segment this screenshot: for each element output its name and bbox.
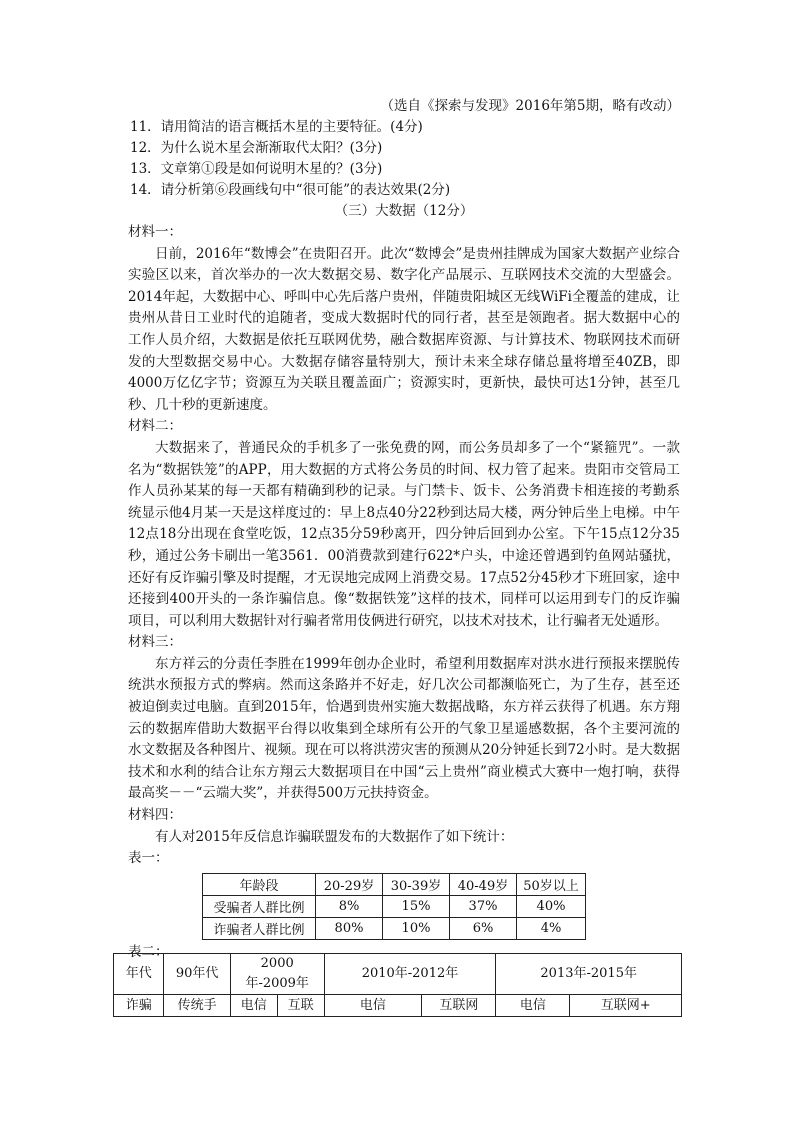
- material-2-text: 大数据来了，普通民众的手机多了一张免费的网，而公务员却多了一个“紧箍咒”。一款名为“数据铁笼”的APP，用大数据的方式将公务员的时间、权力管了起来。贵阳市交管局工作人员孙某某的每一天都有精确到秒的记录。与门禁卡、饭卡、公务消费卡相连接的考勤系统显示他4月某一天是这样度过的：早上8点40分22秒到达局大楼，两分钟后坐上电梯。中午12点18分出现在食堂吃饭，12点35分59秒离开，四分钟后回到办公室。下午15点12分35秒，通过公务卡刷出一笔3561．00消费款到建行622*户头，中途还曾遇到钓鱼网站骚扰，还好有反诈骗引擎及时提醒，才无误地完成网上消费交易。17点52分45秒才下班回家，途中还接到400开头的一条诈骗信息。像“数据铁笼”这样的技术，同样可以运用到专门的反诈骗项目，可以利用大数据针对行骗者常用伎俩进行研究，以技术对技术，让行骗者无处遁形。: [128, 439, 680, 629]
- table-row: [203, 895, 586, 917]
- material-3-label: 材料三：: [128, 634, 182, 651]
- table-cell: 受骗者人群比例: [203, 895, 316, 917]
- table-cell: 互联网+: [570, 995, 682, 1017]
- table-cell: 2010年-2012年: [324, 954, 496, 995]
- question-11: 11．请用简洁的语言概括木星的主要特征。(4分): [130, 119, 423, 135]
- table-cell: 电信: [230, 995, 277, 1017]
- material-1-text: 日前，2016年“数博会”在贵阳召开。此次“数博会”是贵州挂牌成为国家大数据产业综合实验区以来，首次举办的一次大数据交易、数字化产品展示、互联网技术交流的大型盛会。2014年起，大数据中心、呼叫中心先后落户贵州，伴随贵阳城区无线WiFi全覆盖的建成，让贵州从昔日工业时代的追随者，变成大数据时代的同行者，甚至是领跑者。据大数据中心的工作人员介绍，大数据是依托互联网优势，融合数据库资源、与计算技术、物联网技术而研发的大型数据交易中心。大数据存储容量特别大，预计未来全球存储总量将增至40ZB，即4000万亿亿字节；资源互为关联且覆盖面广；资源实时，更新快，最快可达1分钟，甚至几秒、几十秒的更新速度。: [128, 245, 680, 413]
- table-row: [203, 873, 586, 895]
- material-1-label: 材料一：: [128, 224, 182, 240]
- table-row: [114, 954, 682, 995]
- table-cell: 30-39岁: [383, 873, 450, 895]
- table-cell: 4%: [517, 917, 586, 939]
- table-cell: 电信: [496, 995, 570, 1017]
- table-cell: 2000年-2009年: [230, 954, 324, 995]
- material-4-label: 材料四：: [128, 807, 182, 824]
- table-cell: 80%: [316, 917, 383, 939]
- material-4-text: 有人对2015年反信息诈骗联盟发布的大数据作了如下统计：: [155, 828, 514, 845]
- table-cell: 年代: [114, 954, 164, 995]
- question-13: 13．文章第①段是如何说明木星的？(3分): [130, 161, 383, 177]
- table-cell: 2013年-2015年: [496, 954, 682, 995]
- table-1-label: 表一：: [128, 850, 169, 867]
- table-cell: 50岁以上: [517, 873, 586, 895]
- table-cell: 电信: [324, 995, 422, 1017]
- section-title: （三）大数据（12分）: [334, 203, 474, 219]
- table-cell: 互联: [277, 995, 324, 1017]
- document-page: [128, 96, 680, 963]
- table-cell: 15%: [383, 895, 450, 917]
- table-row: [203, 917, 586, 939]
- table-cell: 8%: [316, 895, 383, 917]
- table-cell: 诈骗: [114, 995, 164, 1017]
- table-cell: 传统手: [164, 995, 230, 1017]
- table-cell: 互联网: [422, 995, 496, 1017]
- table-cell: 37%: [450, 895, 517, 917]
- table-cell: 年龄段: [203, 873, 316, 895]
- table-2: [113, 953, 682, 1017]
- table-cell: 20-29岁: [316, 873, 383, 895]
- source-note: （选自《探索与发现》2016年第5期，略有改动）: [380, 98, 680, 114]
- table-1: [202, 873, 586, 940]
- question-12: 12．为什么说木星会渐渐取代太阳？(3分): [130, 140, 383, 156]
- question-14: 14．请分析第⑥段画线句中“很可能”的表达效果(2分): [130, 182, 451, 198]
- table-cell: 40-49岁: [450, 873, 517, 895]
- table-cell: 诈骗者人群比例: [203, 917, 316, 939]
- table-cell: 6%: [450, 917, 517, 939]
- table-cell: 90年代: [164, 954, 230, 995]
- table-cell: 10%: [383, 917, 450, 939]
- table-row: [114, 995, 682, 1017]
- material-3-text: 东方祥云的分责任李胜在1999年创办企业时，希望利用数据库对洪水进行预报来摆脱传统洪水预报方式的弊病。然而这条路并不好走，好几次公司都濒临死亡，为了生存，甚至还被迫倒卖过电脑。直到2015年，恰遇到贵州实施大数据战略，东方祥云获得了机遇。东方翔云的数据库借助大数据平台得以收集到全球所有公开的气象卫星遥感数据，各个主要河流的水文数据及各种图片、视频。现在可以将洪涝灾害的预测从20分钟延长到72小时。是大数据技术和水利的结合让东方翔云大数据项目在中国“云上贵州”商业模式大赛中一炮打响，获得最高奖－－“云端大奖”，并获得500万元扶持资金。: [128, 655, 680, 802]
- material-2-label: 材料二：: [128, 418, 182, 435]
- table-2-label: 表二：: [128, 943, 169, 960]
- table-cell: 40%: [517, 895, 586, 917]
